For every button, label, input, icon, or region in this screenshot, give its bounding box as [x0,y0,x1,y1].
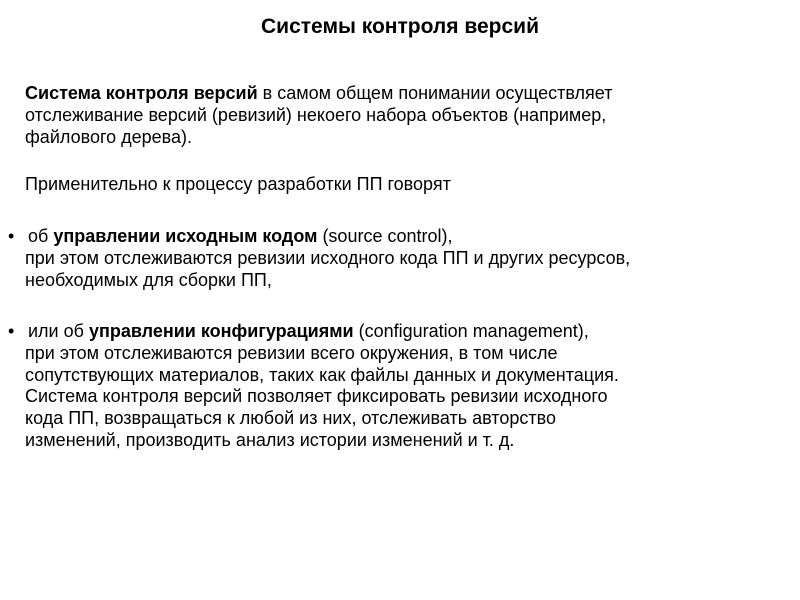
conclusion-line-3: изменений, производить анализ истории изменений и т. д. [25,430,515,450]
bullet-suffix: (configuration management), [353,321,589,341]
bullet-line-3: необходимых для сборки ПП, [25,270,272,290]
bullet-item-configuration-management [8,320,788,386]
intro-term: Система контроля версий [25,83,258,103]
conclusion-line-2: кода ПП, возвращаться к любой из них, отслеживать авторство [25,408,556,428]
intro-line-2: отслеживание версий (ревизий) некоего набора объектов (например, [25,105,607,125]
conclusion-paragraph [25,385,785,451]
bullet-term: управлении исходным кодом [53,226,318,246]
bullet-line-3: сопутствующих материалов, таких как файлы данных и документация. [25,365,619,385]
intro-line-3: файлового дерева). [25,127,193,147]
bullet-prefix: или об [23,321,89,341]
conclusion-line-1: Система контроля версий позволяет фиксировать ревизии исходного [25,386,608,406]
bullet-line-1 [8,321,589,341]
intro-line-1 [25,83,612,103]
context-paragraph: Применительно к процессу разработки ПП говорят [25,174,451,194]
bullet-item-source-control [8,225,788,291]
bullet-suffix: (source control), [317,226,453,246]
bullet-prefix: об [23,226,54,246]
bullet-line-2: при этом отслеживаются ревизии всего окружения, в том числе [25,343,558,363]
bullet-marker: • [8,321,15,341]
bullet-line-1 [8,226,452,246]
bullet-marker: • [8,226,15,246]
intro-rest: в самом общем понимании осуществляет [257,83,613,103]
slide-title: Системы контроля версий [261,15,539,38]
bullet-line-2: при этом отслеживаются ревизии исходного кода ПП и других ресурсов, [25,248,631,268]
intro-paragraph [25,82,785,148]
bullet-term: управлении конфигурациями [88,321,354,341]
